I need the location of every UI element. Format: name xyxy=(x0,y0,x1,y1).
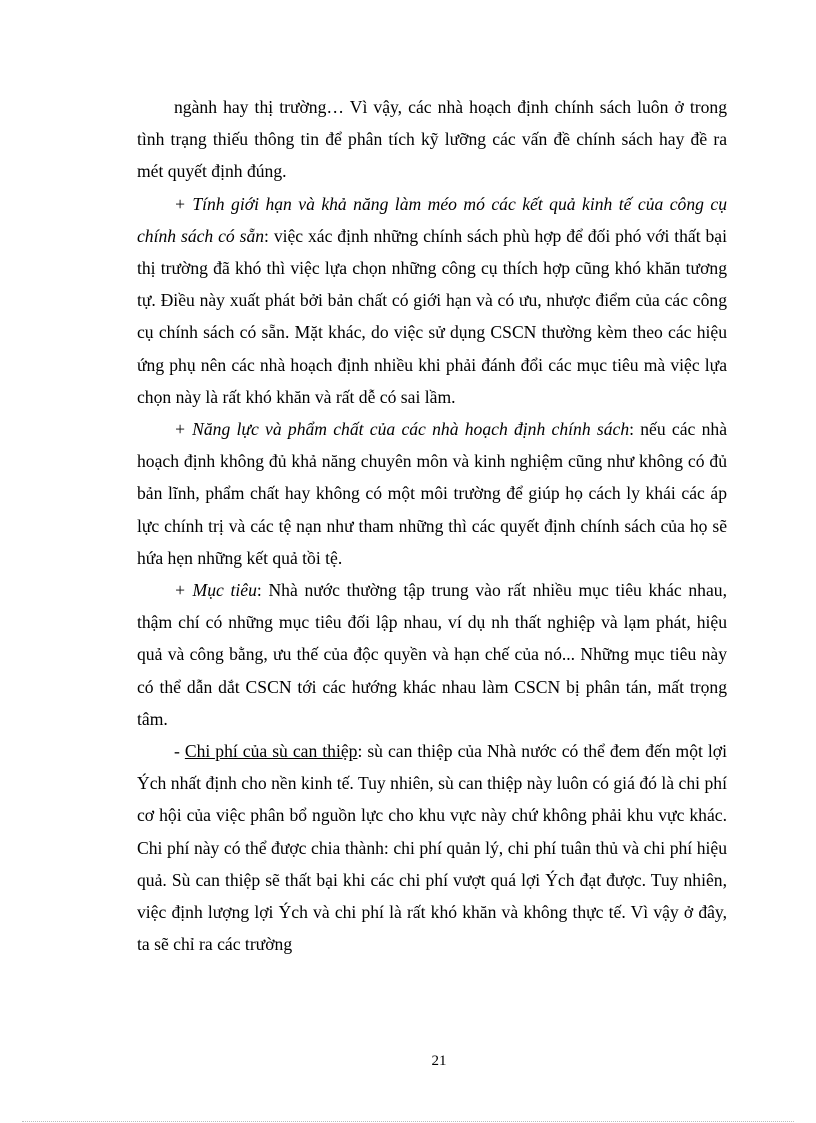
page-number: 21 xyxy=(431,1053,447,1069)
page-bottom-divider xyxy=(22,1121,794,1122)
paragraph-2-text: : việc xác định những chính sách phù hợp để đối phó với thất bại thị trường đã khó thì việc lựa chọn những công cụ thích hợp cũng khó khăn tương tự. Điều này xuất phát bởi bản chất có giới hạn và có ưu, nhược điểm của các công cụ chính sách có sẵn. Mặt khác, do việc sử dụng CSCN thường kèm theo các hiệu ứng phụ nên các nhà hoạch định nhiều khi phải đánh đổi các mục tiêu mà việc lựa chọn này là rất khó khăn và rất dễ có sai lầm. xyxy=(137,225,727,407)
paragraph-3 xyxy=(137,413,727,574)
paragraph-5-heading: Chi phí của sù can thiệp xyxy=(184,741,358,762)
paragraph-5-prefix: - xyxy=(174,741,185,762)
paragraph-4-text: : Nhà nước thường tập trung vào rất nhiều mục tiêu khác nhau, thậm chí có những mục tiêu đối lập nhau, ví dụ nh thất nghiệp và lạm phát, hiệu quả và công bằng, ưu thế của độc quyền và hạn chế của nó... Những mục tiêu này có thể dẫn dắt CSCN tới các hướng khác nhau làm CSCN bị phân tán, mất trọng tâm. xyxy=(137,580,727,729)
paragraph-3-text: : nếu các nhà hoạch định không đủ khả năng chuyên môn và kinh nghiệm cũng như không có đủ bản lĩnh, phẩm chất hay không có một môi trường để giúp họ cách ly khái các áp lực chính trị và các tệ nạn như tham những thì các quyết định chính sách của họ sẽ hứa hẹn những kết quả tồi tệ. xyxy=(137,419,727,568)
paragraph-2 xyxy=(137,188,727,413)
paragraph-5-text: : sù can thiệp của Nhà nước có thể đem đến một lợi Ých nhất định cho nền kinh tế. Tuy nhiên, sù can thiệp này luôn có giá đó là chi phí cơ hội của việc phân bổ nguồn lực cho khu vực này chứ không phải khu vực khác. Chi phí này có thể được chia thành: chi phí quản lý, chi phí tuân thủ và chi phí hiệu quả. Sù can thiệp sẽ thất bại khi các chi phí vượt quá lợi Ých đạt được. Tuy nhiên, việc định lượng lợi Ých và chi phí là rất khó khăn và không thực tế. Vì vậy ở đây, ta sẽ chỉ ra các trường xyxy=(137,741,727,955)
paragraph-3-heading: + Năng lực và phẩm chất của các nhà hoạch định chính sách xyxy=(174,419,630,440)
paragraph-4 xyxy=(137,574,727,735)
paragraph-1 xyxy=(137,91,727,188)
paragraph-4-heading: + Mục tiêu xyxy=(174,580,257,601)
paragraph-5 xyxy=(137,735,727,960)
paragraph-1-text: ngành hay thị trường… Vì vậy, các nhà hoạch định chính sách luôn ở trong tình trạng thiếu thông tin để phân tích kỹ lưỡng các vấn đề chính sách hay đề ra mét quyết định đúng. xyxy=(137,97,727,182)
body-text xyxy=(137,91,727,960)
paragraph-2-heading: + Tính giới hạn và khả năng làm méo mó các kết quả kinh tế của công cụ chính sách có sẵn xyxy=(137,193,727,246)
